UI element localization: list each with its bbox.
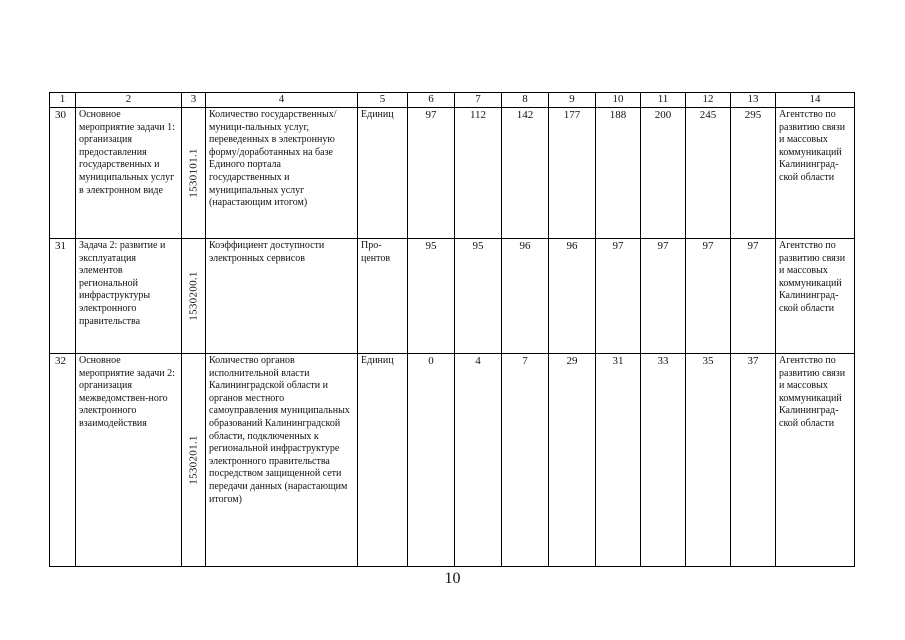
code-cell bbox=[182, 108, 206, 239]
header-cell: 9 bbox=[549, 93, 596, 108]
header-row bbox=[50, 93, 855, 108]
value-cell: 245 bbox=[686, 108, 731, 239]
indicator-cell: Количество государственных/муници-пальных услуг, переведенных в электронную форму/доработанных на базе Единого портала государственных и муниципальных услуг (нарастающим итогом) bbox=[206, 108, 358, 239]
code-cell bbox=[182, 239, 206, 354]
value-cell: 4 bbox=[455, 354, 502, 567]
indicators-table bbox=[49, 92, 855, 567]
value-cell: 29 bbox=[549, 354, 596, 567]
header-cell: 7 bbox=[455, 93, 502, 108]
value-cell: 95 bbox=[455, 239, 502, 354]
header-cell: 12 bbox=[686, 93, 731, 108]
row-number: 30 bbox=[50, 108, 76, 239]
value-cell: 96 bbox=[549, 239, 596, 354]
agency-cell: Агентство по развитию связи и массовых коммуникаций Калининград-ской области bbox=[776, 239, 855, 354]
value-cell: 112 bbox=[455, 108, 502, 239]
code-text: 1530201.1 bbox=[187, 435, 200, 485]
code-text: 1530101.1 bbox=[187, 148, 200, 198]
value-cell: 97 bbox=[686, 239, 731, 354]
value-cell: 142 bbox=[502, 108, 549, 239]
header-cell: 8 bbox=[502, 93, 549, 108]
code-text: 1530200.1 bbox=[187, 271, 200, 321]
code-cell bbox=[182, 354, 206, 567]
agency-cell: Агентство по развитию связи и массовых коммуникаций Калининград-ской области bbox=[776, 108, 855, 239]
page-number: 10 bbox=[444, 570, 461, 587]
indicator-cell: Количество органов исполнительной власти Калининградской области и органов местного самоуправления муниципальных образований Калининградской области, подключенных к региональной инфраструктуре электронного правительства посредством защищенной сети передачи данных (нарастающим итогом) bbox=[206, 354, 358, 567]
header-cell: 5 bbox=[358, 93, 408, 108]
header-cell: 4 bbox=[206, 93, 358, 108]
event-cell: Основное мероприятие задачи 2: организация межведомствен-ного электронного взаимодействия bbox=[76, 354, 182, 567]
value-cell: 295 bbox=[731, 108, 776, 239]
header-cell: 3 bbox=[182, 93, 206, 108]
value-cell: 7 bbox=[502, 354, 549, 567]
header-cell: 13 bbox=[731, 93, 776, 108]
value-cell: 0 bbox=[408, 354, 455, 567]
header-cell: 10 bbox=[596, 93, 641, 108]
value-cell: 97 bbox=[731, 239, 776, 354]
unit-cell: Единиц bbox=[358, 354, 408, 567]
header-cell: 14 bbox=[776, 93, 855, 108]
row-number: 31 bbox=[50, 239, 76, 354]
table-row bbox=[50, 108, 855, 239]
unit-cell: Единиц bbox=[358, 108, 408, 239]
value-cell: 188 bbox=[596, 108, 641, 239]
value-cell: 97 bbox=[408, 108, 455, 239]
value-cell: 31 bbox=[596, 354, 641, 567]
header-cell: 11 bbox=[641, 93, 686, 108]
header-cell: 1 bbox=[50, 93, 76, 108]
value-cell: 33 bbox=[641, 354, 686, 567]
value-cell: 37 bbox=[731, 354, 776, 567]
value-cell: 177 bbox=[549, 108, 596, 239]
row-number: 32 bbox=[50, 354, 76, 567]
value-cell: 200 bbox=[641, 108, 686, 239]
table-row bbox=[50, 239, 855, 354]
value-cell: 35 bbox=[686, 354, 731, 567]
value-cell: 97 bbox=[641, 239, 686, 354]
agency-cell: Агентство по развитию связи и массовых коммуникаций Калининград-ской области bbox=[776, 354, 855, 567]
header-cell: 6 bbox=[408, 93, 455, 108]
unit-cell: Про-центов bbox=[358, 239, 408, 354]
header-cell: 2 bbox=[76, 93, 182, 108]
indicator-cell: Коэффициент доступности электронных сервисов bbox=[206, 239, 358, 354]
value-cell: 95 bbox=[408, 239, 455, 354]
table-row bbox=[50, 354, 855, 567]
value-cell: 96 bbox=[502, 239, 549, 354]
value-cell: 97 bbox=[596, 239, 641, 354]
event-cell: Основное мероприятие задачи 1: организация предоставления государственных и муниципальных услуг в электронном виде bbox=[76, 108, 182, 239]
event-cell: Задача 2: развитие и эксплуатация элементов региональной инфраструктуры электронного правительства bbox=[76, 239, 182, 354]
